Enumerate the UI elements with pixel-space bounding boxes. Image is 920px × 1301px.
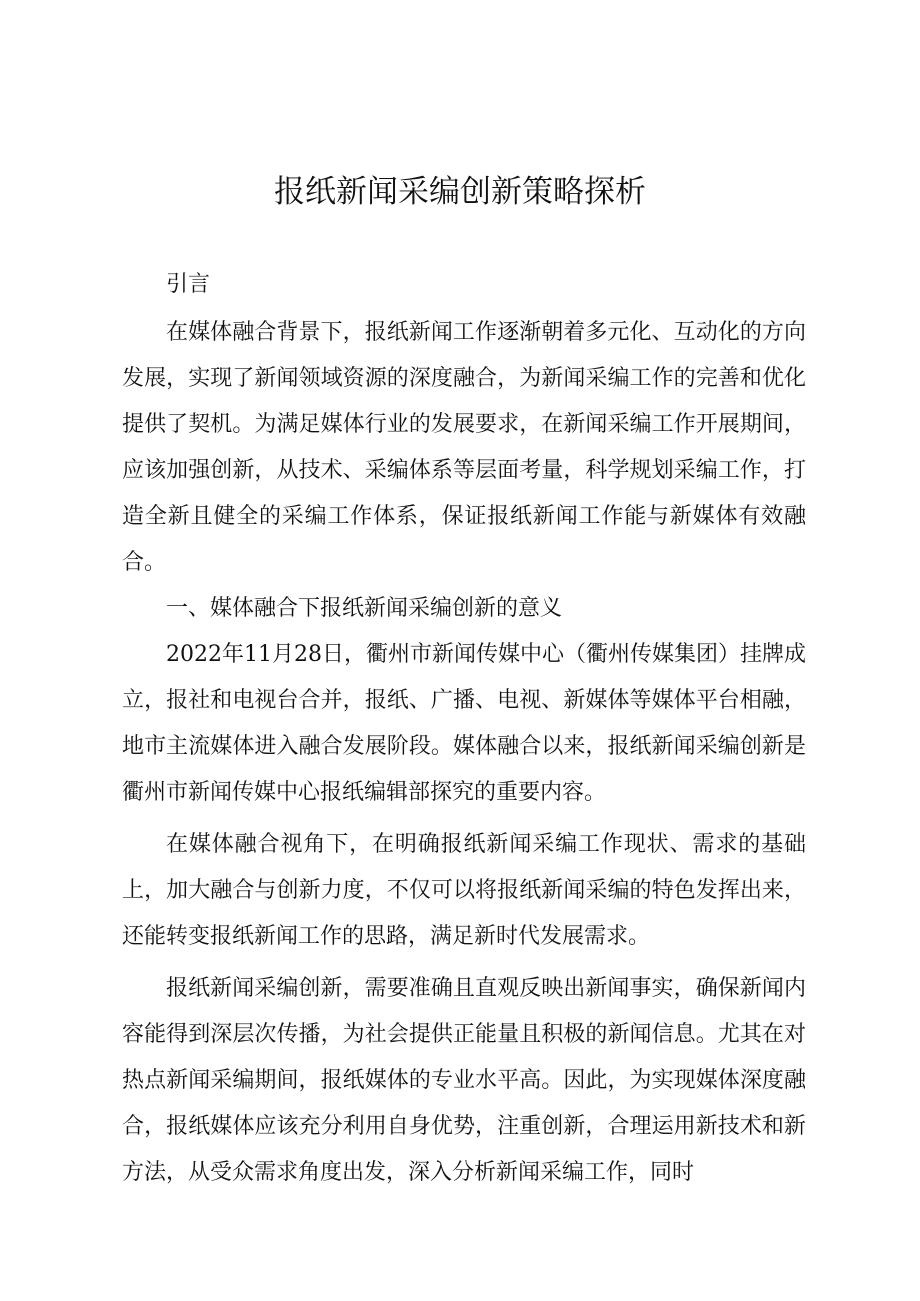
document-body xyxy=(122,262,806,1196)
paragraph-media-fusion-perspective: 在媒体融合视角下，在明确报纸新闻采编工作现状、需求的基础上，加大融合与创新力度，不仅可以将报纸新闻采编的特色发挥出来，还能转变报纸新闻工作的思路，满足新时代发展需求。 xyxy=(122,832,806,949)
intro-label: 引言 xyxy=(166,272,211,297)
document-title: 报纸新闻采编创新策略探析 xyxy=(274,174,646,210)
section-heading-1: 一、媒体融合下报纸新闻采编创新的意义 xyxy=(166,596,563,621)
paragraph-quzhou-media-center: 2022年11月28日，衢州市新闻传媒中心（衢州传媒集团）挂牌成立，报社和电视台合并，报纸、广播、电视、新媒体等媒体平台相融，地市主流媒体进入融合发展阶段。媒体融合以来，报纸新闻采编创新是衢州市新闻传媒中心报纸编辑部探究的重要内容。 xyxy=(122,642,806,805)
paragraph-intro: 在媒体融合背景下，报纸新闻工作逐渐朝着多元化、互动化的方向发展，实现了新闻领域资源的深度融合，为新闻采编工作的完善和优化提供了契机。为满足媒体行业的发展要求，在新闻采编工作开展期间，应该加强创新，从技术、采编体系等层面考量，科学规划采编工作，打造全新且健全的采编工作体系，保证报纸新闻工作能与新媒体有效融合。 xyxy=(122,320,806,575)
paragraph-innovation-requirements: 报纸新闻采编创新，需要准确且直观反映出新闻事实，确保新闻内容能得到深层次传播，为社会提供正能量且积极的新闻信息。尤其在对热点新闻采编期间，报纸媒体的专业水平高。因此，为实现媒体深度融合，报纸媒体应该充分利用自身优势，注重创新，合理运用新技术和新方法，从受众需求角度出发，深入分析新闻采编工作，同时 xyxy=(122,976,806,1185)
